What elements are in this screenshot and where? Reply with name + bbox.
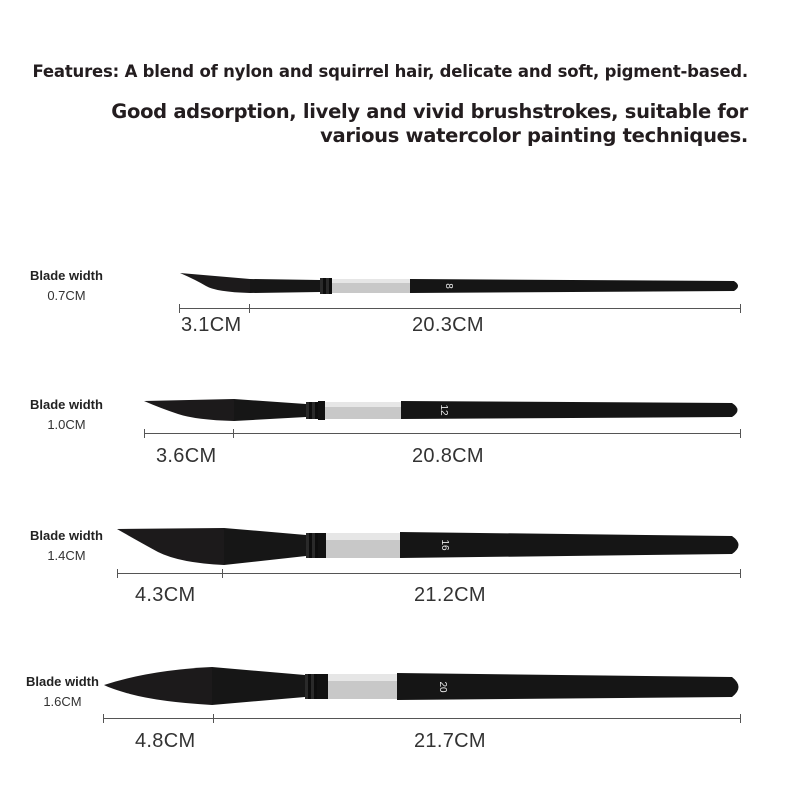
dimension-tick	[144, 429, 145, 438]
head-length-label: 4.3CM	[135, 584, 196, 606]
blade-width-title: Blade width	[30, 397, 103, 412]
blade-width-title: Blade width	[26, 674, 99, 689]
brush-image-1	[0, 260, 800, 310]
dimension-tick	[740, 714, 741, 723]
brush-size-number: 16	[439, 539, 450, 551]
dimension-tick	[117, 569, 118, 578]
features-text: Features: A blend of nylon and squirrel hair, delicate and soft, pigment-based.	[32, 62, 748, 81]
dimension-tick	[740, 429, 741, 438]
brush-size-number: 12	[438, 404, 449, 416]
blade-width-value: 1.6CM	[43, 694, 82, 709]
head-length-label: 3.1CM	[181, 314, 242, 336]
total-length-label: 21.2CM	[414, 584, 486, 606]
brush-row-4	[0, 660, 800, 800]
blade-width-value: 1.0CM	[47, 417, 86, 432]
dimension-line	[103, 718, 741, 719]
brush-row-1	[0, 260, 800, 400]
total-length-label: 21.7CM	[414, 730, 486, 752]
brush-size-number: 20	[437, 681, 448, 693]
total-length-label: 20.3CM	[412, 314, 484, 336]
blade-width-title: Blade width	[30, 268, 103, 283]
dimension-line	[179, 308, 741, 309]
dimension-tick	[740, 304, 741, 313]
brush-image-3	[0, 520, 800, 570]
description-line-1: Good adsorption, lively and vivid brushstrokes, suitable for	[111, 100, 748, 123]
head-length-label: 4.8CM	[135, 730, 196, 752]
blade-width-title: Blade width	[30, 528, 103, 543]
brush-row-2	[0, 390, 800, 530]
dimension-tick	[740, 569, 741, 578]
brush-row-3	[0, 520, 800, 660]
brush-size-number: 8	[443, 283, 454, 289]
dimension-tick	[179, 304, 180, 313]
dimension-tick	[213, 714, 214, 723]
dimension-tick	[249, 304, 250, 313]
blade-width-value: 0.7CM	[47, 288, 86, 303]
head-length-label: 3.6CM	[156, 445, 217, 467]
dimension-tick	[103, 714, 104, 723]
dimension-line	[117, 573, 741, 574]
description-text	[111, 100, 748, 148]
blade-width-value: 1.4CM	[47, 548, 86, 563]
total-length-label: 20.8CM	[412, 445, 484, 467]
dimension-tick	[233, 429, 234, 438]
dimension-tick	[222, 569, 223, 578]
description-line-2: various watercolor painting techniques.	[320, 124, 748, 147]
brush-image-4	[0, 660, 800, 710]
